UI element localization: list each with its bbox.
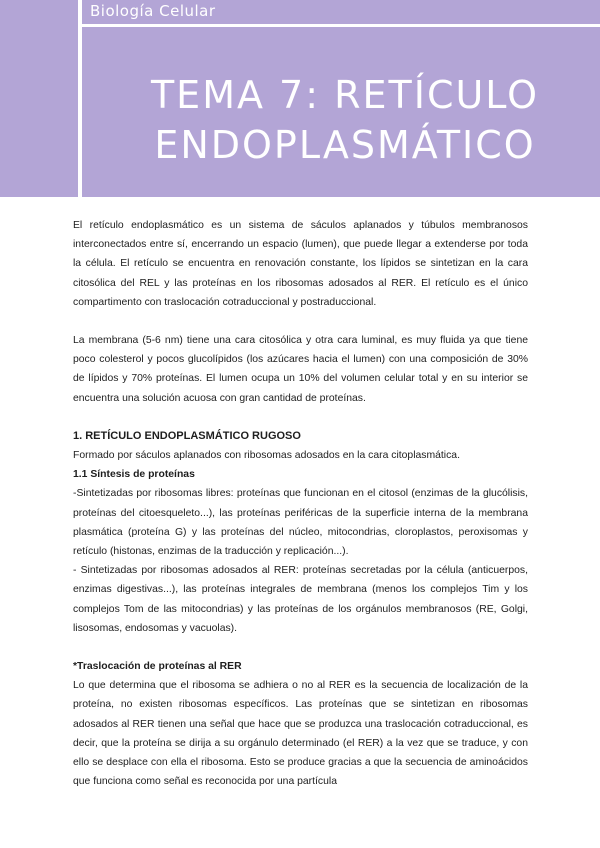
- subject-label: Biología Celular: [90, 2, 216, 20]
- document-body: [73, 216, 528, 791]
- subheading-protein-synthesis: 1.1 Síntesis de proteínas: [73, 469, 195, 481]
- header-horizontal-rule: [82, 24, 600, 27]
- free-ribosomes-paragraph: -Sintetizadas por ribosomas libres: proteínas que funcionan en el citosol (enzimas de la glucólisis, proteínas del citoesqueleto...), las proteínas periféricas de la superficie interna de la membrana plasmática (proteína G) y las proteínas del núcleo, mitocondrias, cloroplastos, peroxisomas y retículo (histonas, enzimas de la traducción y replicación...).: [73, 488, 528, 558]
- section-heading-rer: 1. RETÍCULO ENDOPLASMÁTICO RUGOSO: [73, 429, 301, 442]
- bound-ribosomes-paragraph: - Sintetizadas por ribosomas adosados al RER: proteínas secretadas por la célula (anticuerpos, enzimas digestivas...), las proteínas integrales de membrana (menos los complejos Tim y los complejos Tom de las mitocondrias) y las proteínas de los orgánulos membranosos (RE, Golgi, lisosomas, endosomas y vacuolas).: [73, 565, 528, 634]
- title-line-1: TEMA 7: RETÍCULO: [150, 73, 540, 118]
- title-line-2: ENDOPLASMÁTICO: [154, 122, 536, 167]
- subheading-translocation: *Traslocación de proteínas al RER: [73, 661, 242, 673]
- intro-paragraph-1: El retículo endoplasmático es un sistema de sáculos aplanados y túbulos membranosos interconectados entre sí, encerrando un espacio (lumen), que puede llegar a extenderse por toda la célula. El retículo se encuentra en renovación constante, los lípidos se sintetizan en la cara citosólica del REL y las proteínas en los ribosomas adosados al RER. El retículo es el único compartimento con traslocación cotraduccional y postraduccional.: [73, 220, 528, 308]
- page-title: [90, 71, 600, 170]
- header-vertical-rule: [78, 0, 82, 197]
- intro-paragraph-2: La membrana (5-6 nm) tiene una cara citosólica y otra cara luminal, es muy fluida ya que tiene poco colesterol y pocos glucolípidos (los azúcares hacia el lumen) con una composición de 30% de lípidos y 70% proteínas. El lumen ocupa un 10% del volumen celular total y en su interior se encuentra una solución acuosa con gran cantidad de proteínas.: [73, 335, 528, 404]
- translocation-paragraph: Lo que determina que el ribosoma se adhiera o no al RER es la secuencia de localización de la proteína, no existen ribosomas específicos. Las proteínas que se sintetizan en ribosomas adosados al RER tienen una señal que hace que se produzca una traslocación cotraduccional, es decir, que la proteína se dirija a su orgánulo determinado (el RER) a la vez que se traduce, y con ello se desplace con ella el ribosoma. Esto se produce gracias a que la secuencia de aminoácidos que funciona como señal es reconocida por una partícula: [73, 680, 528, 788]
- section-intro: Formado por sáculos aplanados con ribosomas adosados en la cara citoplasmática.: [73, 450, 460, 462]
